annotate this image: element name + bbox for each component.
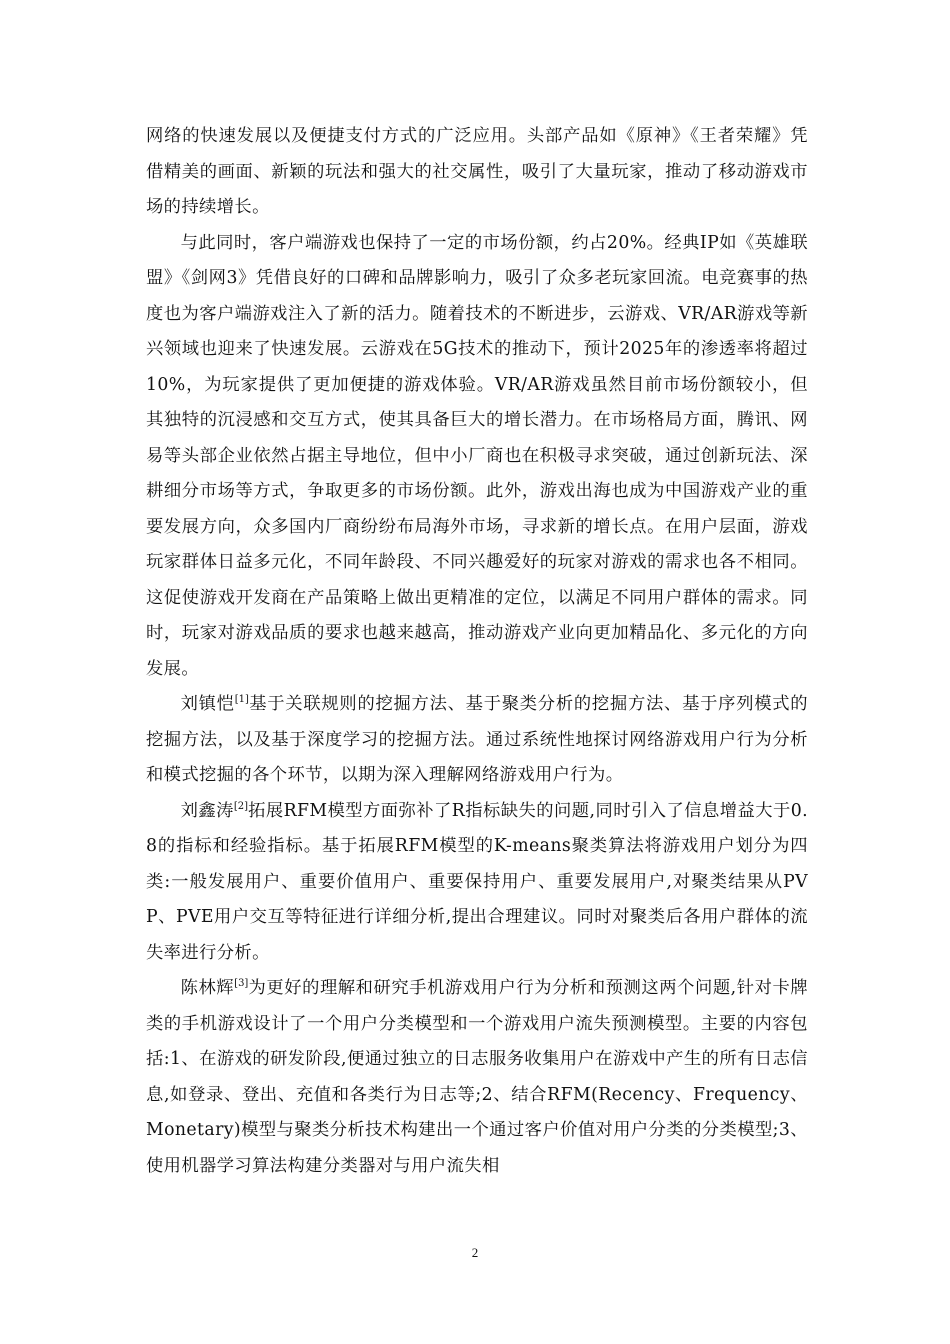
citation-reference: [1] [234, 694, 249, 706]
paragraph-text: 与此同时，客户端游戏也保持了一定的市场份额，约占20%。经典IP如《英雄联盟》《剑网3》凭借良好的口碑和品牌影响力，吸引了众多老玩家回流。电竞赛事的热度也为客户端游戏注入了新的活力。随着技术的不断进步，云游戏、VR/AR游戏等新兴领域也迎来了快速发展。云游戏在5G技术的推动下，预计2025年的渗透率将超过10%，为玩家提供了更加便捷的游戏体验。VR/AR游戏虽然目前市场份额较小，但其独特的沉浸感和交互方式，使其具备巨大的增长潜力。在市场格局方面，腾讯、网易等头部企业依然占据主导地位，但中小厂商也在积极寻求突破，通过创新玩法、深耕细分市场等方式，争取更多的市场份额。此外，游戏出海也成为中国游戏产业的重要发展方向，众多国内厂商纷纷布局海外市场，寻求新的增长点。在用户层面，游戏玩家群体日益多元化，不同年龄段、不同兴趣爱好的玩家对游戏的需求也各不相同。这促使游戏开发商在产品策略上做出更精准的定位，以满足不同用户群体的需求。同时，玩家对游戏品质的要求也越来越高，推动游戏产业向更加精品化、多元化的方向发展。 [146, 232, 808, 679]
paragraph-1 [146, 119, 808, 226]
paragraph-text: 拓展RFM模型方面弥补了R指标缺失的问题,同时引入了信息增益大于0.8的指标和经验指标。基于拓展RFM模型的K-means聚类算法将游戏用户划分为四类:一般发展用户、重要价值用户、重要保持用户、重要发展用户,对聚类结果从PVP、PVE用户交互等特征进行详细分析,提出合理建议。同时对聚类后各用户群体的流失率进行分析。 [146, 800, 808, 963]
paragraph-text: 网络的快速发展以及便捷支付方式的广泛应用。头部产品如《原神》《王者荣耀》凭借精美的画面、新颖的玩法和强大的社交属性，吸引了大量玩家，推动了移动游戏市场的持续增长。 [146, 126, 808, 217]
paragraph-5 [146, 971, 808, 1184]
document-body [146, 119, 808, 1184]
citation-reference: [3] [234, 978, 249, 990]
paragraph-2 [146, 226, 808, 688]
citation-reference: [2] [233, 800, 249, 812]
paragraph-text: 基于关联规则的挖掘方法、基于聚类分析的挖掘方法、基于序列模式的挖掘方法，以及基于深度学习的挖掘方法。通过系统性地探讨网络游戏用户行为分析和模式挖掘的各个环节，以期为深入理解网络游戏用户行为。 [146, 694, 808, 785]
paragraph-3 [146, 687, 808, 794]
citation-author: 陈林辉 [180, 978, 235, 998]
citation-author: 刘镇恺 [180, 694, 235, 714]
paragraph-4 [146, 794, 808, 972]
page-number: 2 [471, 1245, 479, 1260]
citation-author: 刘鑫涛 [180, 800, 234, 821]
paragraph-text: 为更好的理解和研究手机游戏用户行为分析和预测这两个问题,针对卡牌类的手机游戏设计了一个用户分类模型和一个游戏用户流失预测模型。主要的内容包括:1、在游戏的研发阶段,便通过独立的日志服务收集用户在游戏中产生的所有日志信息,如登录、登出、充值和各类行为日志等;2、结合RFM(Recency、Frequency、Monetary)模型与聚类分析技术构建出一个通过客户价值对用户分类的分类模型;3、使用机器学习算法构建分类器对与用户流失相 [146, 978, 808, 1176]
